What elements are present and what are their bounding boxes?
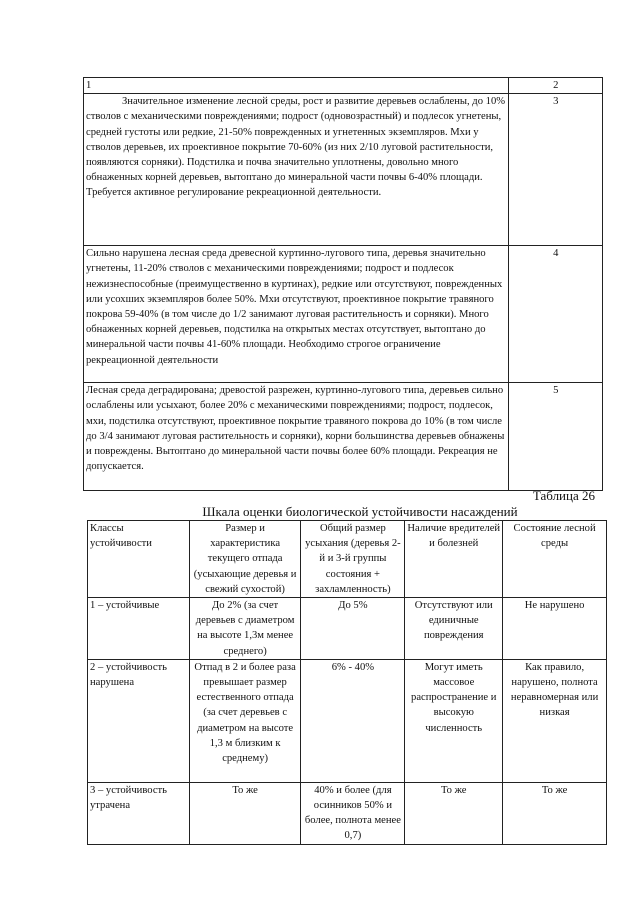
table-row bbox=[88, 659, 607, 782]
recreation-stages-table bbox=[83, 77, 603, 491]
stage-description-cell bbox=[84, 383, 509, 491]
table-cell: 3 – устойчивость утрачена bbox=[88, 782, 190, 844]
header-cell-stage: 2 bbox=[509, 78, 603, 94]
stage-description: Сильно нарушена лесная среда древесной куртинно-лугового типа, деревья значительно угнетены, 11-20% стволов с механическими повреждениями; подрост и подлесок нежизнеспособные (преимущественно в куртинах), редкие или отсутствуют, поврежденных или усохших экземпляров более 50%. Мхи отсутствуют, проективное покрытие травяного покрова 59-40% (в том числе до 1/2 занимают луговая растительность и сорняки). Много обнаженных корней деревьев, подстилка на открытых местах отсутствует, вытоптано до минеральной части почвы 41-60% площади. Необходимо строгое ограничение рекреационной деятельности bbox=[86, 248, 503, 366]
table-number: Таблица 26 bbox=[532, 488, 595, 503]
table-row bbox=[84, 246, 603, 383]
table-cell: Отсутствуют или единичные повреждения bbox=[405, 598, 503, 660]
stability-scale-table bbox=[87, 520, 607, 845]
stage-description-cell bbox=[84, 94, 509, 246]
table-row bbox=[88, 782, 607, 844]
stage-number-cell: 3 bbox=[509, 94, 603, 246]
header-cell: Классы устойчивости bbox=[88, 521, 190, 598]
stage-description: Лесная среда деградирована; древостой разрежен, куртинно-лугового типа, деревьев сильно ослаблены или усыхают, более 20% с механическими повреждениями; подрост, подлесок, мхи, подстилка отсутствуют, проективное покрытие травяного покрова до 10% (в том числе до 3/4 занимают луговая растительность и сорняки), корни большинства деревьев обнажены и повреждены. Вытоптано до минеральной части почвы более 60% площади. Рекреация не допускается. bbox=[86, 385, 505, 473]
table-row bbox=[84, 383, 603, 491]
header-cell-description: 1 bbox=[84, 78, 509, 94]
table-cell: До 5% bbox=[301, 598, 405, 660]
table-header-row bbox=[84, 78, 603, 94]
table-cell: Отпад в 2 и более раза превышает размер естественного отпада (за счет деревьев с диаметром на высоте 1,3 м близким к среднему) bbox=[189, 659, 301, 782]
table-cell: То же bbox=[189, 782, 301, 844]
table-cell: То же bbox=[503, 782, 607, 844]
stage-description-cell bbox=[84, 246, 509, 383]
table-cell: Могут иметь массовое распространение и высокую численность bbox=[405, 659, 503, 782]
table-row bbox=[84, 94, 603, 246]
table-cell: 40% и более (для осинников 50% и более, полнота менее 0,7) bbox=[301, 782, 405, 844]
table-cell: 6% - 40% bbox=[301, 659, 405, 782]
table-cell: 2 – устойчивость нарушена bbox=[88, 659, 190, 782]
table-title: Шкала оценки биологической устойчивости насаждений bbox=[202, 504, 518, 519]
table-cell: До 2% (за счет деревьев с диаметром на высоте 1,3м менее среднего) bbox=[189, 598, 301, 660]
stage-description: Значительное изменение лесной среды, рост и развитие деревьев ослаблены, до 10% стволов с механическими повреждениями; подрост (одновозрастный) и подлесок угнетены, средней густоты или редкие, 21-50% поврежденных и угнетенных экземпляров. Мхи у стволов деревьев, их проективное покрытие 70-60% (из них 2/10 луговой растительности, появляются сорняки). Подстилка и почва значительно уплотнены, довольно много обнаженных корней деревьев, вытоптано до минеральной части почвы 6-40% площади. Требуется активное регулирование рекреационной деятельности. bbox=[86, 96, 506, 199]
header-cell: Общий размер усыхания (деревья 2-й и 3-й группы состояния + захламленность) bbox=[301, 521, 405, 598]
stage-number-cell: 4 bbox=[509, 246, 603, 383]
table-cell: Как правило, нарушено, полнота неравномерная или низкая bbox=[503, 659, 607, 782]
header-cell: Состояние лесной среды bbox=[503, 521, 607, 598]
table-cell: То же bbox=[405, 782, 503, 844]
header-cell: Размер и характеристика текущего отпада (усыхающие деревья и свежий сухостой) bbox=[189, 521, 301, 598]
table-row bbox=[88, 598, 607, 660]
header-cell: Наличие вредителей и болезней bbox=[405, 521, 503, 598]
table-cell: 1 – устойчивые bbox=[88, 598, 190, 660]
table-cell: Не нарушено bbox=[503, 598, 607, 660]
table-header-row bbox=[88, 521, 607, 598]
stage-number-cell: 5 bbox=[509, 383, 603, 491]
